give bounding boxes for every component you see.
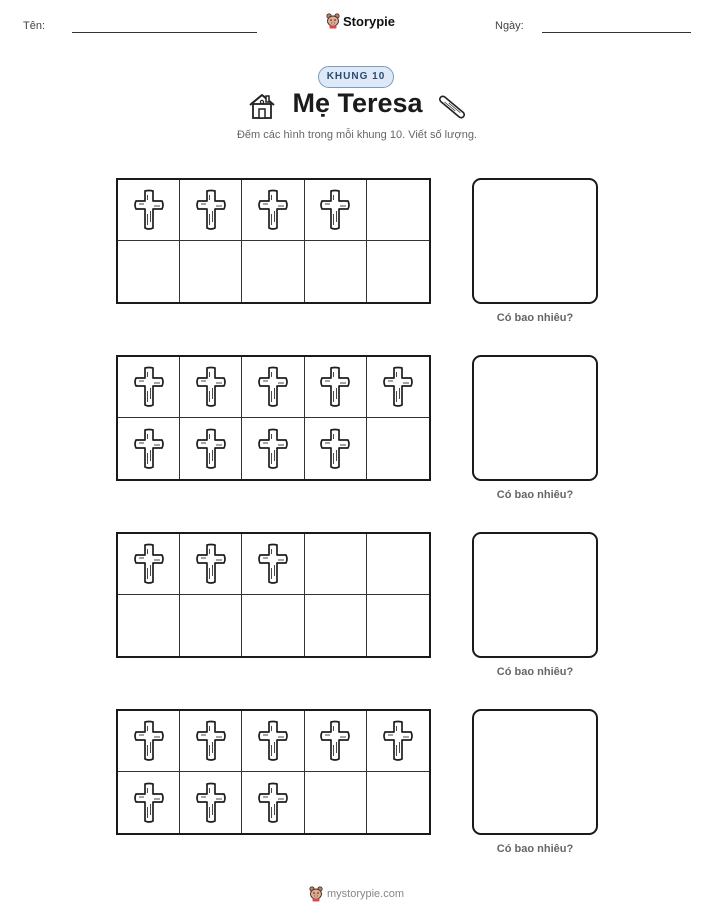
date-line[interactable] — [542, 32, 691, 33]
wooden-stick-icon — [439, 92, 465, 122]
frame-cell — [242, 357, 304, 418]
frame-cell — [367, 772, 429, 833]
frame-cell — [118, 711, 180, 772]
frame-cell — [118, 595, 180, 656]
frame-cell — [242, 180, 304, 241]
frame-cell — [242, 418, 304, 479]
ten-frame-3 — [116, 532, 431, 658]
frame-cell — [305, 241, 367, 302]
wooden-cross-icon — [257, 782, 289, 824]
frame-cell — [367, 711, 429, 772]
frame-cell — [305, 180, 367, 241]
wooden-cross-icon — [195, 782, 227, 824]
wooden-cross-icon — [319, 189, 351, 231]
wooden-cross-icon — [195, 428, 227, 470]
frame-cell — [180, 357, 242, 418]
frame-cell — [367, 241, 429, 302]
wooden-cross-icon — [257, 543, 289, 585]
brand-logo — [326, 13, 395, 29]
frame-cell — [118, 180, 180, 241]
answer-box-4[interactable] — [472, 709, 598, 835]
answer-box-1[interactable] — [472, 178, 598, 304]
frame-cell — [242, 534, 304, 595]
frame-cell — [305, 534, 367, 595]
wooden-cross-icon — [257, 428, 289, 470]
frame-cell — [180, 772, 242, 833]
date-label: Ngày: — [495, 20, 524, 32]
frame-cell — [367, 357, 429, 418]
wooden-cross-icon — [133, 720, 165, 762]
frame-cell — [118, 357, 180, 418]
instruction-text: Đếm các hình trong mỗi khung 10. Viết số lượng. — [236, 129, 477, 141]
frame-cell — [242, 711, 304, 772]
bear-logo-icon — [326, 13, 340, 29]
worksheet-type-badge: KHUNG 10 — [318, 66, 394, 88]
frame-cell — [180, 595, 242, 656]
how-many-label-3: Có bao nhiêu? — [496, 666, 574, 678]
wooden-cross-icon — [133, 366, 165, 408]
frame-cell — [118, 772, 180, 833]
how-many-label-2: Có bao nhiêu? — [496, 489, 574, 501]
frame-cell — [367, 595, 429, 656]
frame-cell — [305, 418, 367, 479]
frame-cell — [180, 711, 242, 772]
frame-cell — [367, 180, 429, 241]
frame-cell — [118, 534, 180, 595]
brand-name: Storypie — [343, 13, 396, 29]
wooden-cross-icon — [319, 720, 351, 762]
frame-cell — [305, 711, 367, 772]
frame-cell — [305, 357, 367, 418]
wooden-cross-icon — [319, 366, 351, 408]
frame-cell — [305, 595, 367, 656]
wooden-cross-icon — [257, 189, 289, 231]
ten-frame-4 — [116, 709, 431, 835]
wooden-cross-icon — [133, 543, 165, 585]
wooden-cross-icon — [133, 428, 165, 470]
footer — [309, 886, 404, 902]
name-label: Tên: — [23, 20, 46, 32]
frame-cell — [367, 534, 429, 595]
wooden-cross-icon — [195, 543, 227, 585]
frame-cell — [180, 418, 242, 479]
frame-cell — [180, 241, 242, 302]
frame-cell — [180, 180, 242, 241]
frame-cell — [180, 534, 242, 595]
how-many-label-1: Có bao nhiêu? — [496, 312, 574, 324]
wooden-cross-icon — [382, 366, 414, 408]
frame-cell — [118, 241, 180, 302]
frame-cell — [242, 772, 304, 833]
ten-frame-1 — [116, 178, 431, 304]
frame-cell — [305, 772, 367, 833]
frame-cell — [242, 241, 304, 302]
wooden-cross-icon — [382, 720, 414, 762]
answer-box-2[interactable] — [472, 355, 598, 481]
bear-logo-icon — [309, 886, 323, 902]
wooden-cross-icon — [257, 366, 289, 408]
frame-cell — [242, 595, 304, 656]
wooden-cross-icon — [195, 189, 227, 231]
frame-cell — [367, 418, 429, 479]
frame-cell — [118, 418, 180, 479]
wooden-cross-icon — [319, 428, 351, 470]
wooden-cross-icon — [195, 720, 227, 762]
answer-box-3[interactable] — [472, 532, 598, 658]
name-line[interactable] — [72, 32, 257, 33]
wooden-cross-icon — [133, 189, 165, 231]
wooden-cross-icon — [133, 782, 165, 824]
footer-url: mystorypie.com — [327, 888, 405, 900]
wooden-cross-icon — [195, 366, 227, 408]
house-icon — [247, 92, 277, 120]
ten-frame-2 — [116, 355, 431, 481]
page-title: Mẹ Teresa — [292, 88, 423, 118]
wooden-cross-icon — [257, 720, 289, 762]
how-many-label-4: Có bao nhiêu? — [496, 843, 574, 855]
